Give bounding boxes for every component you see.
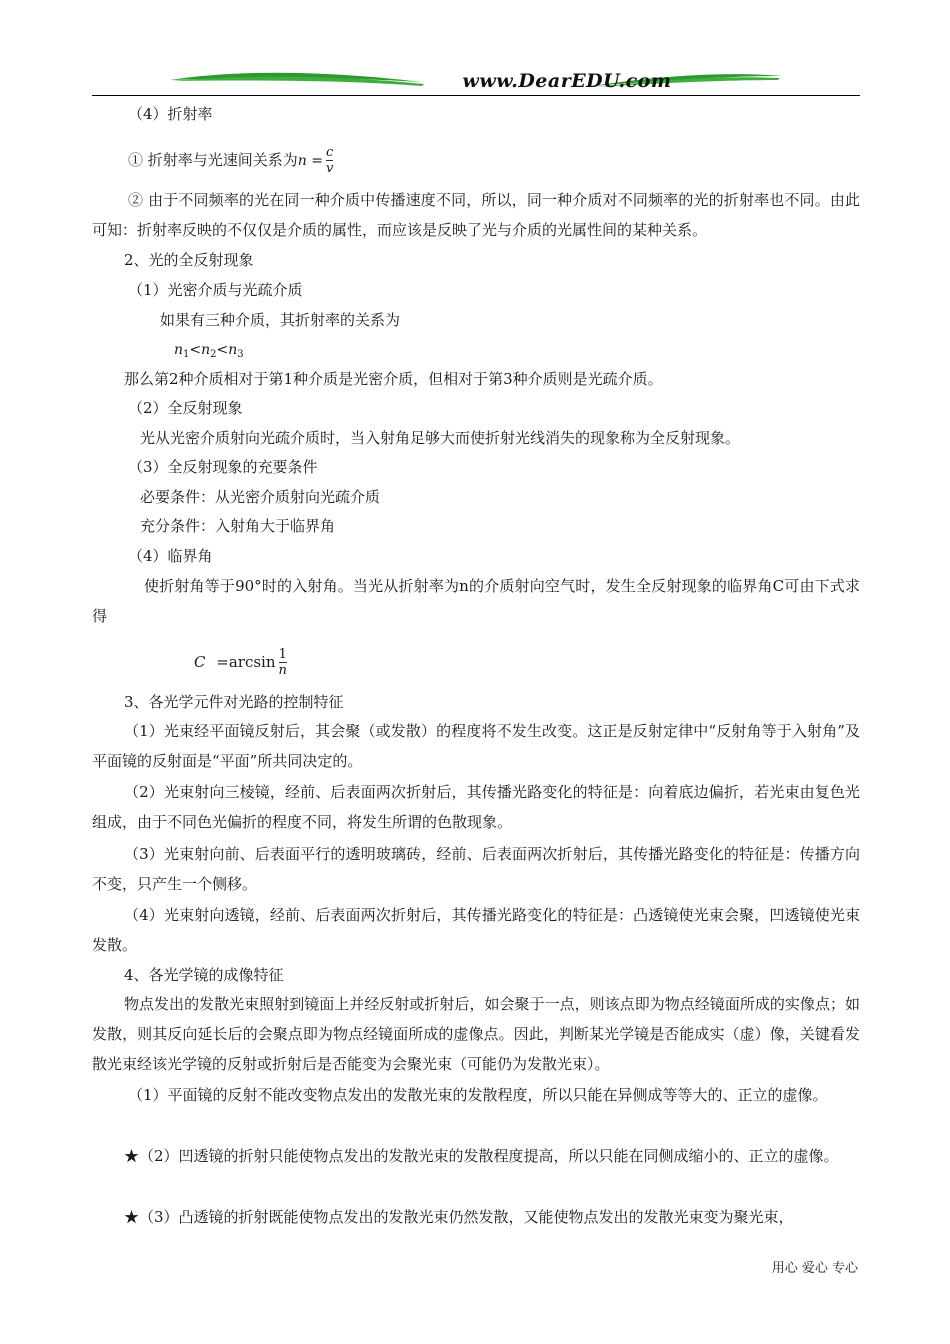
text-line: 充分条件：入射角大于临界角 <box>140 517 336 535</box>
section-title: （4）折射率 <box>128 105 213 123</box>
paragraph: （2）光束射向三棱镜，经前、后表面两次折射后，其传播光路变化的特征是：向着底边偏折，若光束由复色光组成，由于不同色光偏折的程度不同，将发生所谓的色散现象。 <box>92 783 860 831</box>
subsection-title: （2）全反射现象 <box>128 399 243 417</box>
section-title: 2、光的全反射现象 <box>124 251 254 269</box>
paragraph: （4）光束射向透镜，经前、后表面两次折射后，其传播光路变化的特征是：凸透镜使光束会聚，凹透镜使光束发散。 <box>92 906 860 954</box>
fraction-1-over-n <box>279 648 287 679</box>
paragraph: ★（3）凸透镜的折射既能使物点发出的发散光束仍然发散，又能使物点发出的发散光束变为聚光束， <box>124 1208 794 1226</box>
paragraph: （3）光束射向前、后表面平行的透明玻璃砖，经前、后表面两次折射后，其传播光路变化的特征是：传播方向不变，只产生一个侧移。 <box>92 845 860 893</box>
paragraph: ★（2）凹透镜的折射只能使物点发出的发散光束的发散程度提高，所以只能在同侧成缩小的、正立的虚像。 <box>124 1147 839 1165</box>
formula-arcsin: =arcsin <box>216 653 276 671</box>
subsection-title: （1）光密介质与光疏介质 <box>128 281 303 299</box>
fraction-numerator: c <box>326 144 334 160</box>
header-divider <box>92 95 860 96</box>
section-title: 4、各光学镜的成像特征 <box>124 966 284 984</box>
paragraph: ② 由于不同频率的光在同一种介质中传播速度不同，所以，同一种介质对不同频率的光的折射率也不同。由此可知：折射率反映的不仅仅是介质的属性，而应该是反映了光与介质的光属性间的某种关系。 <box>92 191 860 239</box>
formula-line <box>128 142 333 178</box>
fraction-numerator: 1 <box>278 646 287 662</box>
inequality: $n_1<n_2<n_3$ <box>174 342 244 360</box>
critical-angle-formula <box>194 642 287 682</box>
subsection-title: （4）临界角 <box>128 547 213 565</box>
fraction-denominator: n <box>278 662 287 678</box>
page-header <box>92 68 860 98</box>
text-line: 如果有三种介质，其折射率的关系为 <box>160 311 401 329</box>
formula-lhs: C <box>194 653 206 671</box>
paragraph: （1）光束经平面镜反射后，其会聚（或发散）的程度将不发生改变。这正是反射定律中“反射角等于入射角”及平面镜的反射面是“平面”所共同决定的。 <box>92 722 860 770</box>
paragraph: 使折射角等于90°时的入射角。当光从折射率为n的介质射向空气时，发生全反射现象的临界角C可由下式求得 <box>92 577 860 625</box>
text-line: 必要条件：从光密介质射向光疏介质 <box>140 488 381 506</box>
paragraph: 物点发出的发散光束照射到镜面上并经反射或折射后，如会聚于一点，则该点即为物点经镜面所成的实像点；如发散，则其反向延长后的会聚点即为物点经镜面所成的虚像点。因此，判断某光学镜是否能成实（虚）像，关键看发散光束经该光学镜的反射或折射后是否能变为会聚光束（可能仍为发散光束）。 <box>92 995 860 1073</box>
fraction-c-over-v <box>326 146 333 177</box>
text-line: 光从光密介质射向光疏介质时，当入射角足够大而使折射光线消失的现象称为全反射现象。 <box>140 429 741 447</box>
site-logo[interactable]: www.DearEDU.com <box>462 70 672 92</box>
section-title: 3、各光学元件对光路的控制特征 <box>124 693 344 711</box>
fraction-denominator: v <box>325 160 334 176</box>
formula-lhs: n = <box>297 153 323 169</box>
page-footer: 用心 爱心 专心 <box>771 1261 858 1276</box>
text-line: 那么第2种介质相对于第1种介质是光密介质，但相对于第3种介质则是光疏介质。 <box>124 370 663 388</box>
formula-label: ① 折射率与光速间关系为 <box>128 151 298 169</box>
subsection-title: （3）全反射现象的充要条件 <box>128 458 318 476</box>
paragraph: （1）平面镜的反射不能改变物点发出的发散光束的发散程度，所以只能在异侧成等等大的、正立的虚像。 <box>128 1086 828 1104</box>
